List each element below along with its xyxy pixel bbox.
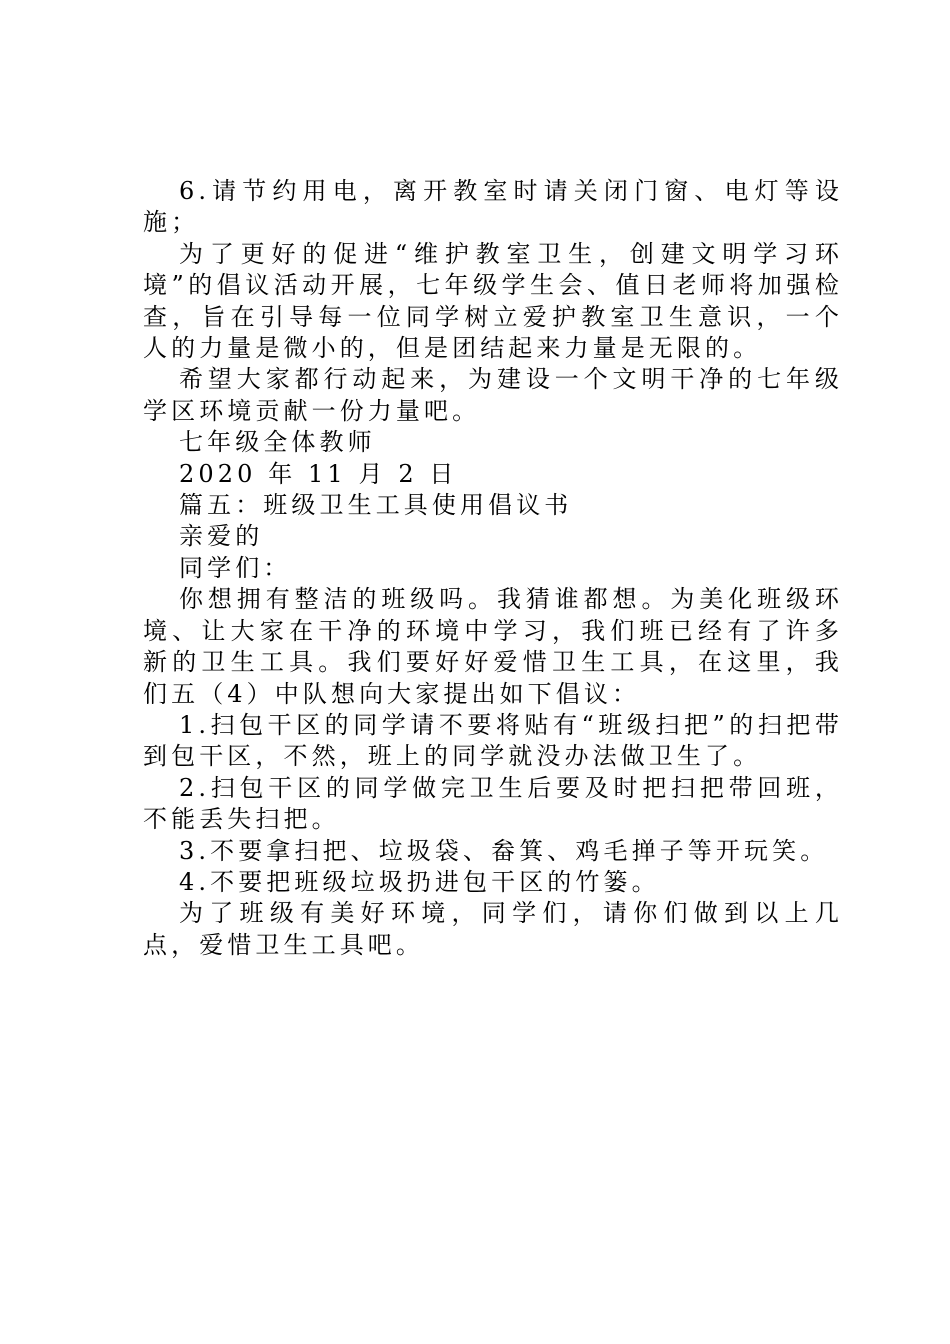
paragraph-intro: 你想拥有整洁的班级吗。我猜谁都想。为美化班级环境、让大家在干净的环境中学习，我们班已经有了许多新的卫生工具。我们要好好爱惜卫生工具，在这里，我们五（4）中队想向大家提出如下倡议： bbox=[143, 585, 843, 708]
salutation-line-1: 亲爱的 bbox=[179, 522, 264, 551]
salutation-line-2: 同学们： bbox=[179, 553, 292, 582]
paragraph-item-6: 6.请节约用电，离开教室时请关闭门窗、电灯等设施； bbox=[143, 177, 843, 237]
proposal-item-2: 2.扫包干区的同学做完卫生后要及时把扫把带回班，不能丢失扫把。 bbox=[143, 773, 843, 834]
proposal-item-3: 3.不要拿扫把、垃圾袋、畚箕、鸡毛掸子等开玩笑。 bbox=[179, 836, 829, 865]
document-body bbox=[143, 176, 843, 961]
paragraph-proposal-purpose: 为了更好的促进“维护教室卫生，创建文明学习环境”的倡议活动开展，七年级学生会、值日老师将加强检查，旨在引导每一位同学树立爱护教室卫生意识，一个人的力量是微小的，但是团结起来力量是无限的。 bbox=[143, 239, 843, 363]
paragraph-hope: 希望大家都行动起来，为建设一个文明干净的七年级学区环境贡献一份力量吧。 bbox=[143, 365, 843, 425]
proposal-item-1: 1.扫包干区的同学请不要将贴有“班级扫把”的扫把带到包干区，不然，班上的同学就没办法做卫生了。 bbox=[143, 710, 843, 771]
date: 2020 年 11 月 2 日 bbox=[179, 459, 458, 488]
signature: 七年级全体教师 bbox=[179, 428, 376, 457]
paragraph-closing: 为了班级有美好环境，同学们，请你们做到以上几点，爱惜卫生工具吧。 bbox=[143, 899, 843, 959]
section-title: 篇五：班级卫生工具使用倡议书 bbox=[179, 491, 573, 520]
proposal-item-4: 4.不要把班级垃圾扔进包干区的竹篓。 bbox=[179, 867, 660, 896]
